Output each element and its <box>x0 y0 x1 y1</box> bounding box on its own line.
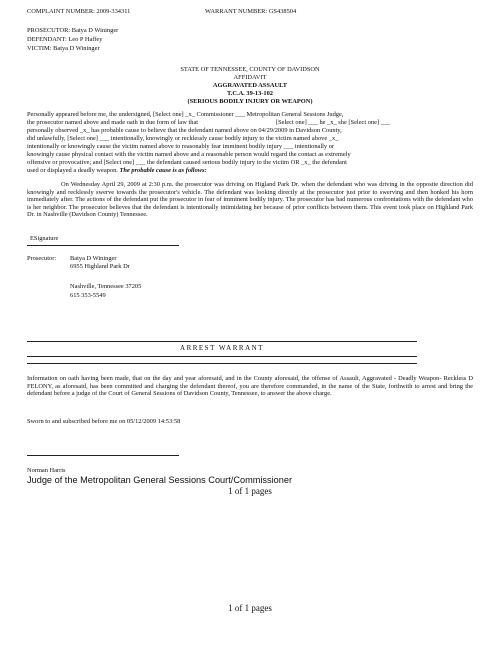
prosecutor-block-phone: 615 353-5549 <box>70 292 106 299</box>
affidavit-line-1: Personally appeared before me, the undersigned, [Select one] _x_ Commissioner ___ Metropolitan General Sessions Judge, <box>27 111 344 118</box>
complaint-number-label: COMPLAINT NUMBER: <box>27 8 95 15</box>
complaint-number-value: 2009-334311 <box>96 8 131 15</box>
prosecutor-block-city: Nashville, Tennessee 37205 <box>70 283 142 290</box>
probable-cause-label: The probable cause is as follows: <box>119 167 207 174</box>
prosecutor-block-name: Batya D Wininger <box>70 255 117 262</box>
warrant-rule-top <box>27 341 417 342</box>
affidavit-line-8 <box>27 167 207 175</box>
affidavit-heading: AFFIDAVIT <box>233 74 267 81</box>
warrant-number <box>205 8 296 16</box>
arrest-warrant-heading: ARREST WARRANT <box>180 344 264 352</box>
warrant-rule-bottom <box>27 363 417 364</box>
signature-line-affiant <box>27 245 179 246</box>
victim-line: VICTIM: Batya D Wininger <box>27 45 100 52</box>
subtitle-heading: (SERIOUS BODILY INJURY OR WEAPON) <box>187 98 313 105</box>
complaint-number <box>27 8 130 16</box>
warrant-number-label: WARRANT NUMBER: <box>205 8 268 15</box>
affidavit-line-2b: [Select one] ___ he _x_ she [Select one] ___ <box>276 119 391 126</box>
affidavit-line-3: personally observed _x_ has probable cause to believe that the defendant named above on 04/29/2009 in Davidson County, <box>27 127 342 134</box>
affidavit-line-8a: used or displayed a deadly weapon. <box>27 167 118 174</box>
signature-line-judge <box>27 455 179 456</box>
judge-name: Norman Harris <box>27 467 66 474</box>
code-heading: T.C.A. 39-13-102 <box>226 90 274 97</box>
prosecutor-block-label: Prosecutor: <box>27 255 57 262</box>
probable-cause-narrative: On Wednesday April 29, 2009 at 2:30 p.m. the prosecutor was driving on Higland Park Dr. when the defendant who was driving in the opposite direction did knowingly and recklessly swerve towards the prosecutor's vehicle. The defendant was looking directly at the prosecutor just prior to swerving and then honked his horn immediately after. The actions of the defendant put the prosecutor in fear of imminent bodily injury. The prosecutor has had numerous confrontations with the defendant who is her neighbor. The prosecutor believes that the defendant is intentionally intimidating her because of prior conflicts between them. This event took place on Highland Park Dr. in Nashville (Davidson County) Tennessee. <box>27 181 473 219</box>
prosecutor-block-street: 6955 Highland Park Dr <box>70 263 130 270</box>
offense-heading: AGGRAVATED ASSAULT <box>212 82 288 89</box>
affidavit-line-4: did unlawfully, [Select one] ___ intentionally, knowingly or recklessly cause bodily injury to the victim named above _x_ <box>27 135 339 142</box>
judge-title: Judge of the Metropolitan General Sessions Court/Commissioner <box>27 475 293 485</box>
warrant-number-value: GS438504 <box>268 8 297 15</box>
affidavit-line-5: intentionally or knowingly cause the victim named above to reasonably fear imminent bodily injury ___ intentionally or <box>27 143 335 150</box>
esignature: ESignature <box>30 235 59 242</box>
affidavit-line-7: offensive or provocative; and [Select one] ___ the defendant caused serious bodily injury to the victim OR _x_ the defendant <box>27 159 347 166</box>
page-count-top: 1 of 1 pages <box>228 486 272 496</box>
affidavit-line-2a: the prosecutor named above and made oath in due form of law that <box>27 119 199 126</box>
defendant-line: DEFENDANT: Leo P Haffey <box>27 36 103 43</box>
state-county-heading: STATE OF TENNESSEE, COUNTY OF DAVIDSON <box>180 66 320 73</box>
page-count-footer: 1 of 1 pages <box>228 603 272 613</box>
sworn-statement: Sworn to and subscribed before me on 05/12/2009 14:53:58 <box>27 418 181 425</box>
warrant-rule-middle <box>27 356 417 357</box>
prosecutor-line: PROSECUTOR: Batya D Wininger <box>27 27 119 34</box>
affidavit-line-6: knowingly cause physical contact with the victim named above and a reasonable person would regard the contact as extremely <box>27 151 351 158</box>
warrant-body: Information on oath having been made, that on the day and year aforesaid, and in the County aforesaid, the offense of Assault, Aggravated - Deadly Weapon- Reckless D FELONY, as aforesaid, has been committed and charging the defendant thereof, you are therefore commanded, in the name of the State, forthwith to arrest and bring the defendant before a judge of the Court of General Sessions of Davidson County, Tennessee, to answer the above charge. <box>27 375 473 398</box>
